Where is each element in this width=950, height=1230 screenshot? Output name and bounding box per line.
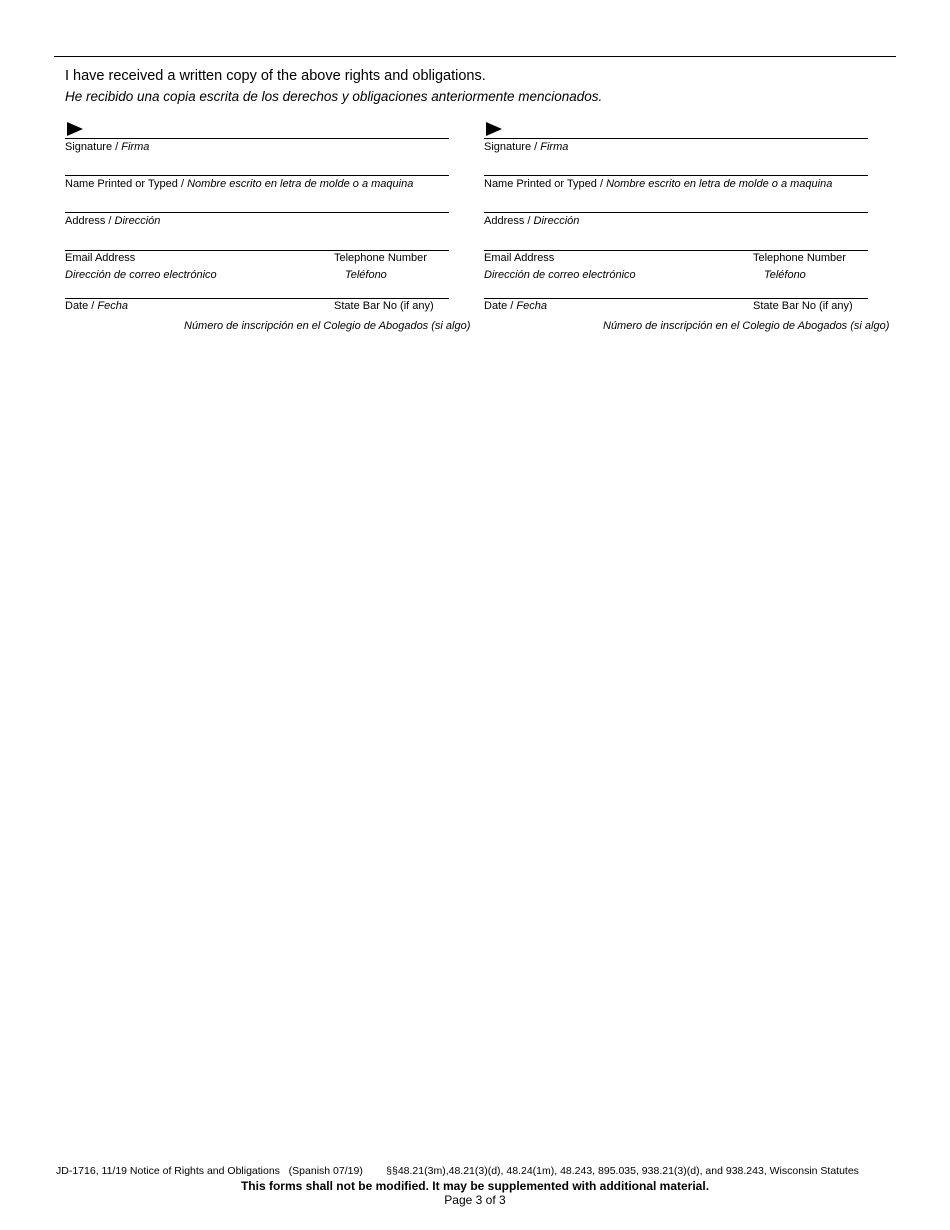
date-bar-line[interactable] [65, 298, 449, 299]
email-label: Email Address [65, 252, 136, 264]
signature-line[interactable] [65, 138, 449, 139]
address-line[interactable] [484, 212, 868, 213]
name-label: Name Printed or Typed / Nombre escrito en letra de molde o a maquina [484, 178, 833, 190]
telephone-label-spanish: Teléfono [764, 269, 806, 281]
email-label: Email Address [484, 252, 555, 264]
modification-notice: This forms shall not be modified. It may be supplemented with additional material. [240, 1179, 710, 1193]
telephone-label-spanish: Teléfono [345, 269, 387, 281]
date-bar-line[interactable] [484, 298, 868, 299]
email-telephone-line[interactable] [65, 250, 449, 251]
address-label: Address / Dirección [65, 215, 161, 227]
signature-label: Signature / Firma [65, 141, 150, 153]
state-bar-label-spanish: Número de inscripción en el Colegio de Abogados (si algo) [603, 320, 890, 332]
email-label-spanish: Dirección de correo electrónico [65, 269, 217, 281]
signature-block-right [484, 0, 904, 360]
signature-label: Signature / Firma [484, 141, 569, 153]
telephone-label: Telephone Number [753, 252, 846, 264]
name-line[interactable] [484, 175, 868, 176]
acknowledgement-english: I have received a written copy of the above rights and obligations. [65, 68, 486, 84]
state-bar-label: State Bar No (if any) [753, 300, 853, 312]
form-identifier: JD-1716, 11/19 Notice of Rights and Obligations (Spanish 07/19) §§48.21(3m),48.21(3)(d), 48.24(1m), 48.243, 895.035, 938.21(3)(d), and 938.243, Wisconsin Statutes [56, 1165, 859, 1177]
sign-here-arrow-icon [486, 122, 502, 136]
date-label: Date / Fecha [65, 300, 128, 312]
signature-line[interactable] [484, 138, 868, 139]
date-label: Date / Fecha [484, 300, 547, 312]
address-line[interactable] [65, 212, 449, 213]
state-bar-label: State Bar No (if any) [334, 300, 434, 312]
name-line[interactable] [65, 175, 449, 176]
email-label-spanish: Dirección de correo electrónico [484, 269, 636, 281]
address-label: Address / Dirección [484, 215, 580, 227]
telephone-label: Telephone Number [334, 252, 427, 264]
sign-here-arrow-icon [67, 122, 83, 136]
email-telephone-line[interactable] [484, 250, 868, 251]
acknowledgement-spanish: He recibido una copia escrita de los derechos y obligaciones anteriormente mencionados. [65, 89, 603, 104]
signature-block-left [65, 0, 485, 360]
page-number: Page 3 of 3 [444, 1193, 506, 1207]
state-bar-label-spanish: Número de inscripción en el Colegio de Abogados (si algo) [184, 320, 471, 332]
name-label: Name Printed or Typed / Nombre escrito en letra de molde o a maquina [65, 178, 414, 190]
